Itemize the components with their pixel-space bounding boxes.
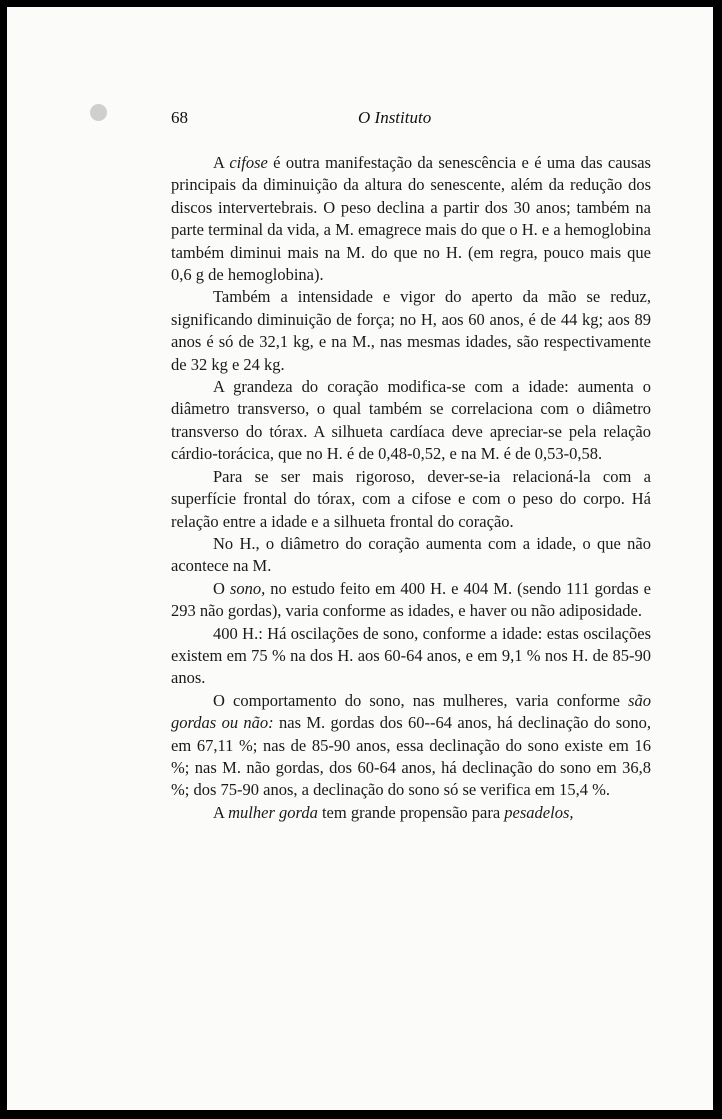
paragraph-mulheres: O comportamento do sono, nas mulheres, varia conforme são gordas ou não: nas M. gordas dos 60--64 anos, há declinação do sono, em 67,11 %; nas de 85-90 anos, essa declinação do sono existe em 16 %; nas M. não gordas, dos 60-64 anos, há declinação do sono em 36,8 %; dos 75-90 anos, a declinação do sono só se verifica em 15,4 %.: [171, 690, 651, 800]
body-text: [171, 152, 651, 824]
punch-hole-mark: [90, 104, 107, 121]
paragraph-rigor: Para se ser mais rigoroso, dever-se-ia relacioná-la com a superfície frontal do tórax, com a cifose e com o peso do corpo. Há relação entre a idade e a silhueta frontal do coração.: [171, 466, 651, 531]
running-title: O Instituto: [358, 108, 432, 127]
page-number: 68: [171, 108, 188, 127]
term-pesadelos: pesadelos,: [504, 802, 574, 822]
paragraph-oscilacoes: 400 H.: Há oscilações de sono, conforme a idade: estas oscilações existem em 75 % na dos H. aos 60-64 anos, e em 9,1 % nos H. de 85-90 anos.: [171, 623, 651, 688]
page-header: [171, 108, 651, 134]
term-sono: sono,: [229, 578, 266, 598]
book-page: [7, 7, 713, 1110]
term-gordas: são gordas ou não:: [171, 690, 651, 733]
paragraph-mulher-gorda: A mulher gorda tem grande propensão para pesadelos,: [213, 802, 574, 822]
paragraph-diametro: No H., o diâmetro do coração aumenta com a idade, o que não acontece na M.: [171, 533, 651, 576]
term-mulher-gorda: mulher gorda: [228, 802, 318, 822]
paragraph-aperto-mao: Também a intensidade e vigor do aperto da mão se reduz, significando diminuição de força; no H, aos 60 anos, é de 44 kg; aos 89 anos é só de 32,1 kg, e na M., nas mesmas idades, são respectivamente de 32 kg e 24 kg.: [171, 287, 651, 374]
paragraph-cifose: A cifose é outra manifestação da senescência e é uma das causas principais da diminuição da altura do senescente, além da redução dos discos intervertebrais. O peso declina a partir dos 30 anos; também na parte terminal da vida, a M. emagrece mais do que o H. e a hemoglobina também diminui mais na M. do que no H. (em regra, pouco mais que 0,6 g de hemoglobina).: [171, 153, 651, 285]
paragraph-sono: O sono, no estudo feito em 400 H. e 404 M. (sendo 111 gordas e 293 não gordas), varia conforme as idades, e haver ou não adiposidade.: [171, 578, 652, 621]
term-cifose: cifose: [229, 153, 268, 172]
paragraph-coracao: A grandeza do coração modifica-se com a idade: aumenta o diâmetro transverso, o qual também se correlaciona com o diâmetro transverso do tórax. A silhueta cardíaca deve apreciar-se pela relação cárdio-torácica, que no H. é de 0,48-0,52, e na M. é de 0,53-0,58.: [171, 377, 651, 464]
